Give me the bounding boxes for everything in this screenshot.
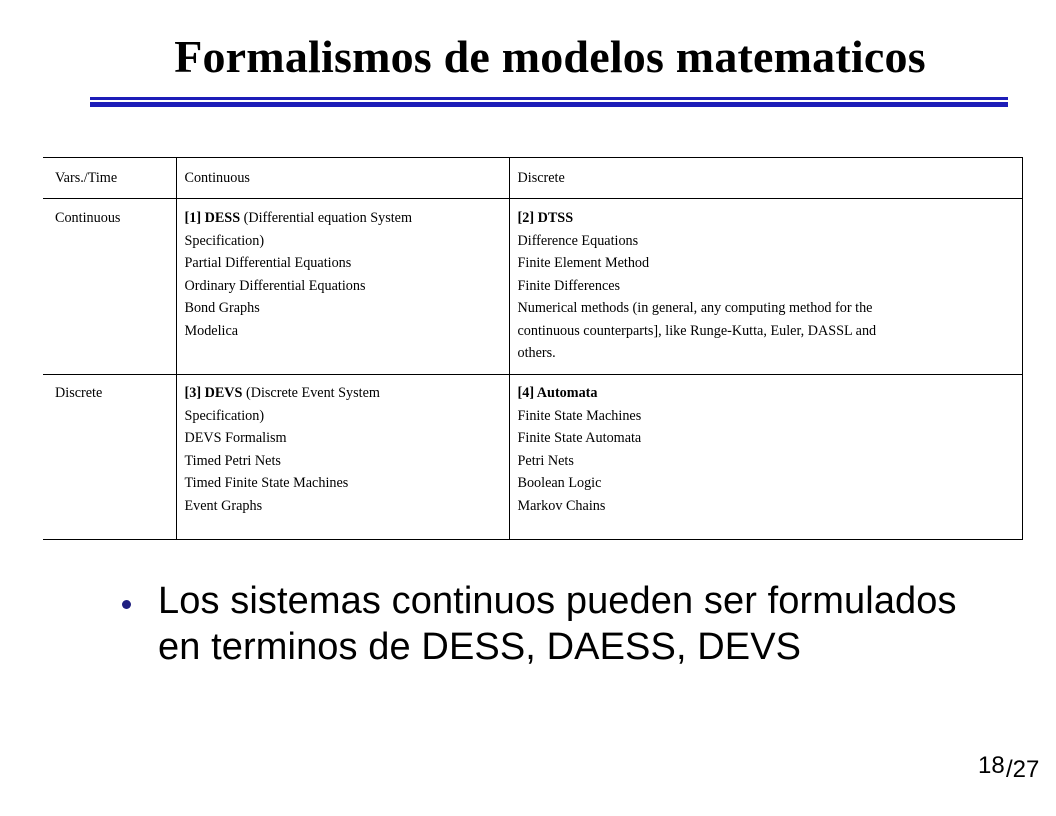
header-continuous: Continuous	[176, 158, 509, 199]
cell-line: Finite State Machines	[517, 407, 642, 424]
row-label-discrete: Discrete	[43, 375, 176, 540]
title-underline-thick	[90, 102, 1008, 107]
cell-dess	[176, 199, 509, 375]
cell-line: Partial Differential Equations	[184, 255, 352, 271]
bullet-dot-icon	[122, 600, 131, 609]
bullet-line: Los sistemas continuos pueden ser formulados	[158, 580, 957, 622]
cell-devs	[176, 375, 509, 540]
cell-line: Timed Finite State Machines	[184, 475, 349, 491]
cell-line: Numerical methods (in general, any computing method for the	[517, 300, 873, 316]
cell-first-line	[518, 382, 1016, 405]
cell-line: Ordinary Differential Equations	[184, 277, 366, 294]
bullet-line: en terminos de DESS, DAESS, DEVS	[158, 626, 802, 668]
formalisms-table	[43, 157, 1023, 540]
page-number: 18	[978, 752, 1005, 779]
cell-line: DEVS Formalism	[184, 430, 287, 446]
page-total: /27	[1006, 756, 1040, 783]
cell-automata	[509, 375, 1022, 540]
cell-tag: [2] DTSS	[517, 210, 574, 226]
cell-tag: [1] DESS	[184, 210, 241, 226]
cell-line: Finite Element Method	[517, 255, 650, 271]
cell-tag: [3] DEVS	[184, 385, 243, 401]
title-underline-thin	[90, 97, 1008, 100]
cell-first-line	[185, 382, 503, 405]
cell-first-line	[185, 207, 503, 230]
cell-line: others.	[517, 345, 556, 361]
cell-tag: [4] Automata	[517, 385, 598, 401]
header-vars-time: Vars./Time	[43, 158, 176, 199]
cell-line: Markov Chains	[517, 497, 606, 514]
table-row	[43, 199, 1022, 375]
cell-dtss	[509, 199, 1022, 375]
cell-line: Specification)	[184, 232, 265, 249]
cell-tag-rest: (Differential equation System	[240, 210, 413, 226]
cell-line: Timed Petri Nets	[184, 452, 281, 469]
cell-tag-rest: (Discrete Event System	[242, 385, 380, 401]
cell-line: Modelica	[184, 322, 239, 339]
cell-line: Specification)	[184, 407, 265, 424]
row-label-continuous: Continuous	[43, 199, 176, 375]
header-discrete: Discrete	[509, 158, 1022, 199]
cell-line: Boolean Logic	[517, 475, 602, 491]
cell-first-line	[518, 207, 1016, 230]
slide-title: Formalismos de modelos matematicos	[174, 31, 926, 82]
cell-line: Bond Graphs	[184, 300, 260, 316]
cell-line: Difference Equations	[517, 232, 639, 249]
cell-line: Event Graphs	[184, 497, 263, 514]
cell-line: Finite State Automata	[517, 430, 642, 446]
cell-line: continuous counterparts], like Runge-Kutta, Euler, DASSL and	[517, 322, 877, 339]
table-header-row	[43, 158, 1022, 199]
bullet-text	[158, 578, 957, 670]
cell-line: Petri Nets	[517, 452, 574, 469]
cell-line: Finite Differences	[517, 277, 621, 294]
table-row	[43, 375, 1022, 540]
